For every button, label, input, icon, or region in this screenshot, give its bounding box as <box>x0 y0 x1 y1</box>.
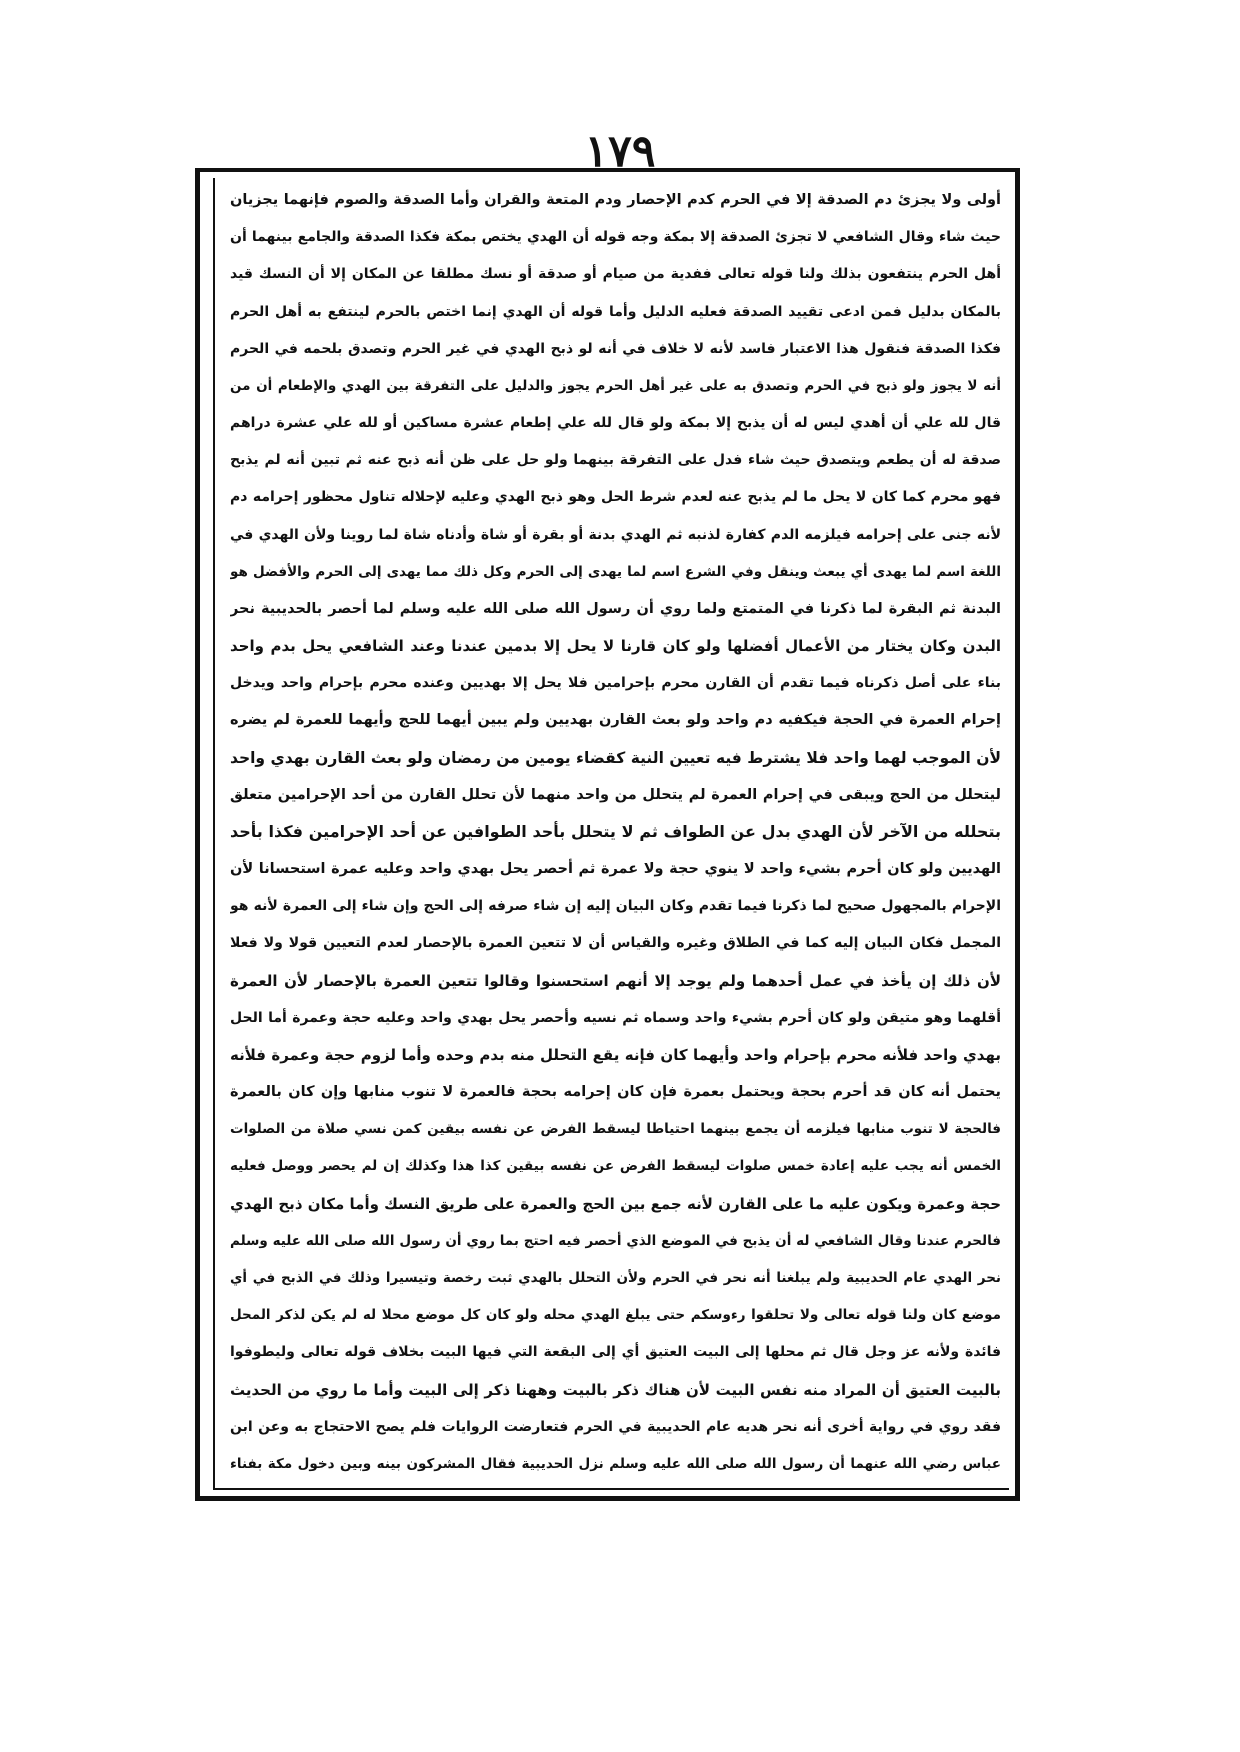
text-line: لأن الموجب لهما واحد فلا يشترط فيه تعيين النية كقضاء يومين من رمضان ولو بعث القارن بهدي واحد <box>230 748 1001 767</box>
page-frame <box>195 168 1020 1501</box>
text-line: أولى ولا يجزئ دم الصدقة إلا في الحرم كدم الإحصار ودم المتعة والقران وأما الصدقة والصوم فإنهما يجزيان <box>230 192 1001 208</box>
text-line: فائدة ولأنه عز وجل قال ثم محلها إلى البيت العتيق أي إلى البقعة التي فيها البيت بخلاف قوله تعالى وليطوفوا <box>230 1344 1001 1361</box>
text-line: ليتحلل من الحج ويبقى في إحرام العمرة لم يتحلل من واحد منهما لأن تحلل القارن من أحد الإحرامين متعلق <box>230 786 1001 803</box>
text-line: قال لله علي أن أهدي ليس له أن يذبح إلا بمكة ولو قال لله علي إطعام عشرة مساكين أو لله علي عشرة دراهم <box>230 415 1001 432</box>
text-line: لأن ذلك إن يأخذ في عمل أحدهما ولم يوجد إلا أنهم استحسنوا وقالوا تتعين العمرة بالإحصار لأن العمرة <box>230 971 1001 990</box>
text-line: اللغة اسم لما يهدى أي يبعث وينقل وفي الشرع اسم لما يهدى إلى الحرم وكل ذلك مما يهدى إلى الحرم والأفضل هو <box>230 563 1001 580</box>
text-line: فالحجة لا تنوب منابها فيلزمه أن يجمع بينهما احتياطا ليسقط الفرض عن نفسه بيقين كمن نسي صلاة من الصلوات <box>230 1121 1001 1138</box>
text-line: أقلهما وهو متيقن ولو كان أحرم بشيء واحد وسماه ثم نسيه وأحصر يحل بهدي واحد وعليه حجة وعمرة أما الحل <box>230 1009 1001 1026</box>
text-line: لأنه جنى على إحرامه فيلزمه الدم كفارة لذنبه ثم الهدي بدنة أو بقرة أو شاة وأدناه شاة لما روينا ولأن الهدي في <box>230 526 1001 543</box>
text-line: البدن وكان يختار من الأعمال أفضلها ولو كان قارنا لا يحل إلا بدمين عندنا وعند الشافعي يحل بدم واحد <box>230 637 1001 656</box>
text-line: أنه لا يجوز ولو ذبح في الحرم وتصدق به على غير أهل الحرم يجوز والدليل على التفرقة بين الهدي والإطعام أن من <box>230 377 1001 394</box>
text-line: حيث شاء وقال الشافعي لا تجزئ الصدقة إلا بمكة وجه قوله أن الهدي يختص بمكة فكذا الصدقة والجامع بينهما أن <box>230 229 1001 246</box>
text-line: البدنة ثم البقرة لما ذكرنا في المتمتع ولما روي أن رسول الله صلى الله عليه وسلم لما أحصر بالحديبية نحر <box>230 600 1001 617</box>
text-line: فكذا الصدقة فنقول هذا الاعتبار فاسد لأنه لا خلاف في أنه لو ذبح الهدي في غير الحرم وتصدق بلحمه في الحرم <box>230 340 1001 357</box>
text-line: إحرام العمرة في الحجة فيكفيه دم واحد ولو بعث القارن بهديين ولم يبين أيهما للحج وأيهما للعمرة لم يضره <box>230 712 1001 729</box>
text-line: بالبيت العتيق أن المراد منه نفس البيت لأن هناك ذكر بالبيت وههنا ذكر إلى البيت وأما ما روي من الحديث <box>230 1380 1001 1399</box>
text-line: حجة وعمرة ويكون عليه ما على القارن لأنه جمع بين الحج والعمرة على طريق النسك وأما مكان ذبح الهدي <box>230 1194 1001 1213</box>
text-line: بتحلله من الآخر لأن الهدي بدل عن الطواف ثم لا يتحلل بأحد الطوافين عن أحد الإحرامين فكذا بأحد <box>230 821 1001 841</box>
text-line: المجمل فكان البيان إليه كما في الطلاق وغيره والقياس أن لا تتعين العمرة بالإحصار لعدم التعيين قولا ولا فعلا <box>230 935 1001 952</box>
text-line: فهو محرم كما كان لا يحل ما لم يذبح عنه لعدم شرط الحل وهو ذبح الهدي وعليه لإحلاله تناول محظور إحرامه دم <box>230 489 1001 506</box>
text-line: فقد روي في رواية أخرى أنه نحر هديه عام الحديبية في الحرم فتعارضت الروايات فلم يصح الاحتجاج به وعن ابن <box>230 1418 1001 1435</box>
page-number: ١٧٩ <box>584 126 656 177</box>
text-line: الإحرام بالمجهول صحيح لما ذكرنا فيما تقدم وكان البيان إليه إن شاء صرفه إلى الحج وإن شاء إلى العمرة لأنه هو <box>230 898 1001 915</box>
text-line: أهل الحرم ينتفعون بذلك ولنا قوله تعالى ففدية من صيام أو صدقة أو نسك مطلقا عن المكان إلا أن النسك قيد <box>230 266 1001 283</box>
text-line: صدقة له أن يطعم ويتصدق حيث شاء فدل على التفرقة بينهما ولو حل على ظن أنه ذبح عنه ثم تبين أنه لم يذبح <box>230 452 1001 469</box>
text-line: يحتمل أنه كان قد أحرم بحجة ويحتمل بعمرة فإن كان إحرامه بحجة فالعمرة لا تنوب منابها وإن كان بالعمرة <box>230 1084 1001 1101</box>
text-body <box>230 186 1001 1478</box>
text-line: فالحرم عندنا وقال الشافعي له أن يذبح في الموضع الذي أحصر فيه احتج بما روي أن رسول الله صلى الله عليه وسلم <box>230 1232 1001 1249</box>
text-line: بناء على أصل ذكرناه فيما تقدم أن القارن محرم بإحرامين فلا يحل إلا بهديين وعنده محرم بإحرام واحد ويدخل <box>230 675 1001 692</box>
text-line: نحر الهدي عام الحديبية ولم يبلغنا أنه نحر في الحرم ولأن التحلل بالهدي ثبت رخصة وتيسيرا وذلك في الذبح في أي <box>230 1269 1001 1286</box>
text-line: بهدي واحد فلأنه محرم بإحرام واحد وأيهما كان فإنه يقع التحلل منه بدم وحده وأما لزوم حجة وعمرة فلأنه <box>230 1045 1001 1064</box>
text-line: بالمكان بدليل فمن ادعى تقييد الصدقة فعليه الدليل وأما قوله أن الهدي إنما اختص بالحرم لينتفع به أهل الحرم <box>230 303 1001 320</box>
text-line: عباس رضي الله عنهما أن رسول الله صلى الله عليه وسلم نزل الحديبية فقال المشركون بينه وبين دخول مكة بفناء <box>230 1455 1001 1472</box>
text-line: الهديين ولو كان أحرم بشيء واحد لا ينوي حجة ولا عمرة ثم أحصر يحل بهدي واحد وعليه عمرة استحسانا لأن <box>230 861 1001 878</box>
text-line: موضع كان ولنا قوله تعالى ولا تحلقوا رءوسكم حتى يبلغ الهدي محله ولو كان كل موضع محلا له لم يكن لذكر المحل <box>230 1307 1001 1324</box>
text-line: الخمس أنه يجب عليه إعادة خمس صلوات ليسقط الفرض عن نفسه بيقين كذا هذا وكذلك إن لم يحصر ووصل فعليه <box>230 1158 1001 1175</box>
